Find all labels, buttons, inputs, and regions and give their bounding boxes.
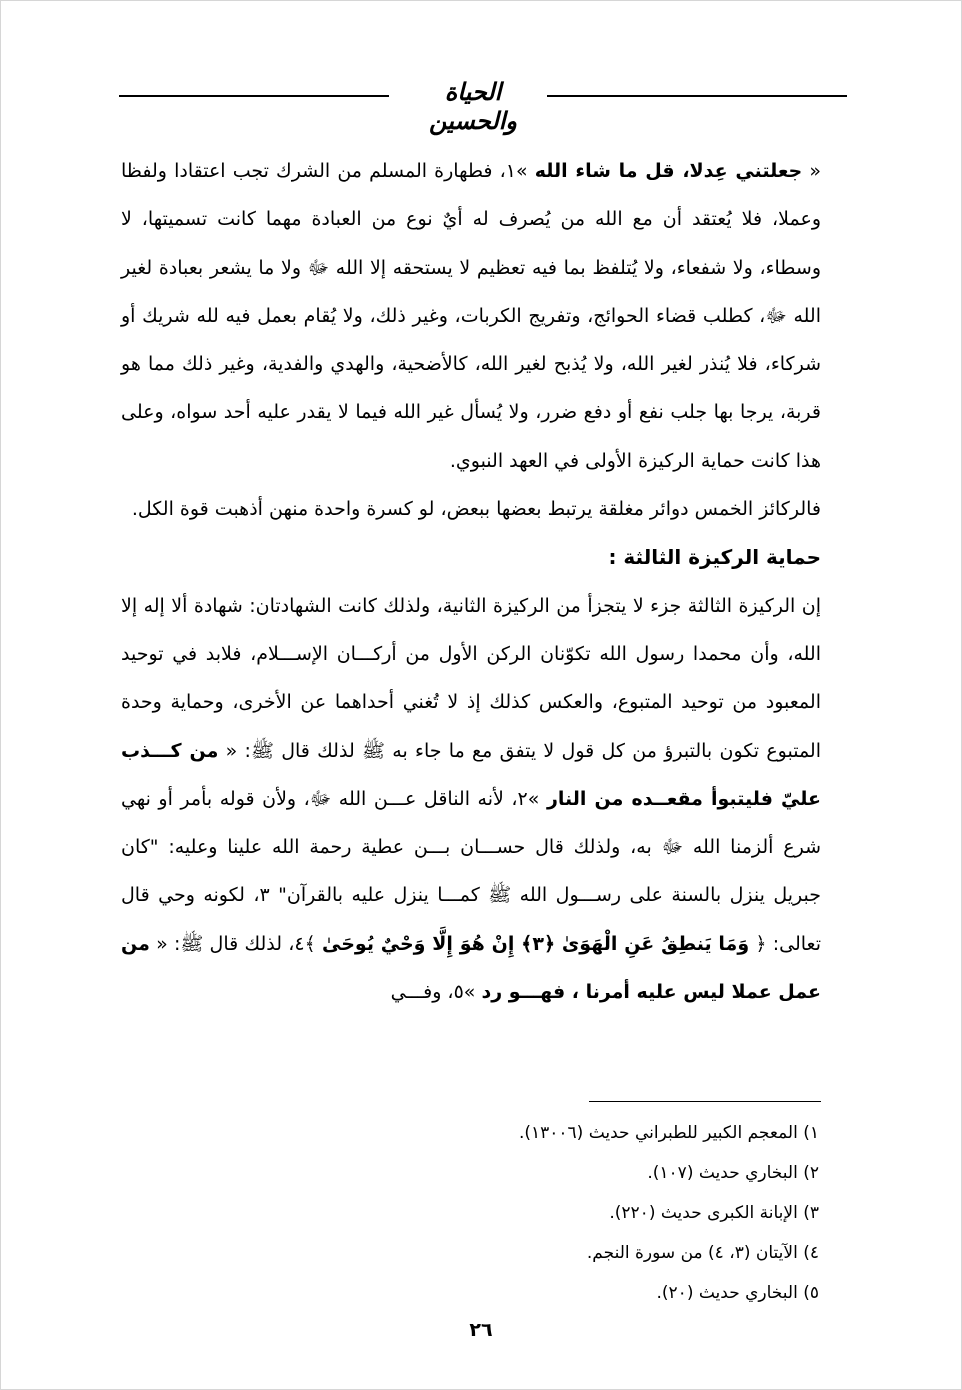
hadith-quote-3: من عمل عملا ليس عليه أمرنا ، فهـــو رد <box>121 932 821 1004</box>
paragraph-1-open: « <box>802 160 822 182</box>
header-rule-left <box>119 95 389 97</box>
page-number: ٢٦ <box>469 1319 493 1341</box>
section-heading: حماية الركيزة الثالثة : <box>608 545 821 570</box>
paragraph-2: فالركائز الخمس دوائر مغلقة يرتبط بعضها ببعض، لو كسرة واحدة منهن أذهبت قوة الكل. <box>131 498 821 521</box>
footnotes <box>399 1113 819 1313</box>
footnote-2: ٢) البخاري حديث (١٠٧). <box>647 1163 819 1183</box>
paragraph-3-text-a: إن الركيزة الثالثة جزء لا يتجزأ من الركيزة الثانية، ولذلك كانت الشهادتان: شهادة ألا إله إلا الله، وأن محمدا رسول الله تكوّنان الركن الأول من أركـــان الإســـلام، فلابد في توحيد المعبود من توحيد المتبوع، والعكس كذلك إذ لا تُغني أحداهما عن الأخرى، وحماية وحدة المتبوع تكون بالتبرؤ من كل قول لا يتفق مع ما جاء به ﷺ لذلك قال ﷺ: « <box>121 594 821 762</box>
footnote-separator <box>589 1101 821 1102</box>
quran-verse: وَمَا يَنطِقُ عَنِ الْهَوَىٰ ﴿٣﴾ إِنْ هُوَ إِلَّا وَحْيٌ يُوحَىٰ <box>321 932 750 955</box>
footnote-1: ١) المعجم الكبير للطبراني حديث (١٣٠٠٦). <box>518 1123 819 1143</box>
header-title: الحياة والحسين <box>429 77 517 135</box>
header-rule-right <box>547 95 847 97</box>
main-text <box>121 147 821 1016</box>
paragraph-3-text-d: »٥، وفـــي <box>390 981 482 1004</box>
paragraph-3-text-b: »٢، لأنه الناقل عـــن الله ﷻ، ولأن قوله بأمر أو نهي شرع ألزمنا الله ﷻ به، ولذلك قال حســـان بـــن عطية رحمة الله علينا وعليه: "كان جبريل ينزل بالسنة على رســـول الله ﷺ كمـــا ينزل عليه بالقرآن" ٣، لكونه وحي قال تعالى: ﴿ <box>121 787 821 955</box>
paragraph-1 <box>121 147 821 485</box>
footnote-4: ٤) الآيتان (٣، ٤) من سورة النجم. <box>586 1243 819 1263</box>
footnote-3: ٣) الإبانة الكبرى حديث (٢٢٠). <box>609 1203 819 1223</box>
paragraph-1-text: »١، فطهارة المسلم من الشرك تجب اعتقادا ولفظا وعملا، فلا يُعتقد أن مع الله من يُصرف له أيٌ نوع من العبادة مهما كانت تسميتها، لا وسطاء، ولا شفعاء، ولا يُتلفظ بما فيه تعظيم لا يستحقه إلا الله ﷻ ولا ما يشعر بعبادة لغير الله ﷻ، كطلب قضاء الحوائج، وتفريج الكربات، وغير ذلك، ولا يُقام بعمل فيه لله شريك أو شركاء، فلا يُنذر لغير الله، ولا يُذبح لغير الله، كالأضحية، والهدي والفدية، وغير ذلك مما هو قربة، يرجا بها جلب نفع أو دفع ضرر، ولا يُسأل غير الله فيما لا يقدر عليه أحد سواه، وعلى هذا كانت حماية الركيزة الأولى في العهد النبوي. <box>121 160 821 472</box>
hadith-quote-2: من كـــذب عليّ فليتبوأ مقعــده من النار <box>121 739 821 810</box>
paragraph-3 <box>121 582 821 1017</box>
footnote-5: ٥) البخاري حديث (٢٠). <box>656 1283 819 1303</box>
paragraph-3-text-c: ﴾٤، لذلك قال ﷺ: « <box>149 932 322 955</box>
running-header <box>119 71 847 135</box>
hadith-quote-1: جعلتني عِدلا، قل ما شاء الله <box>534 160 803 182</box>
